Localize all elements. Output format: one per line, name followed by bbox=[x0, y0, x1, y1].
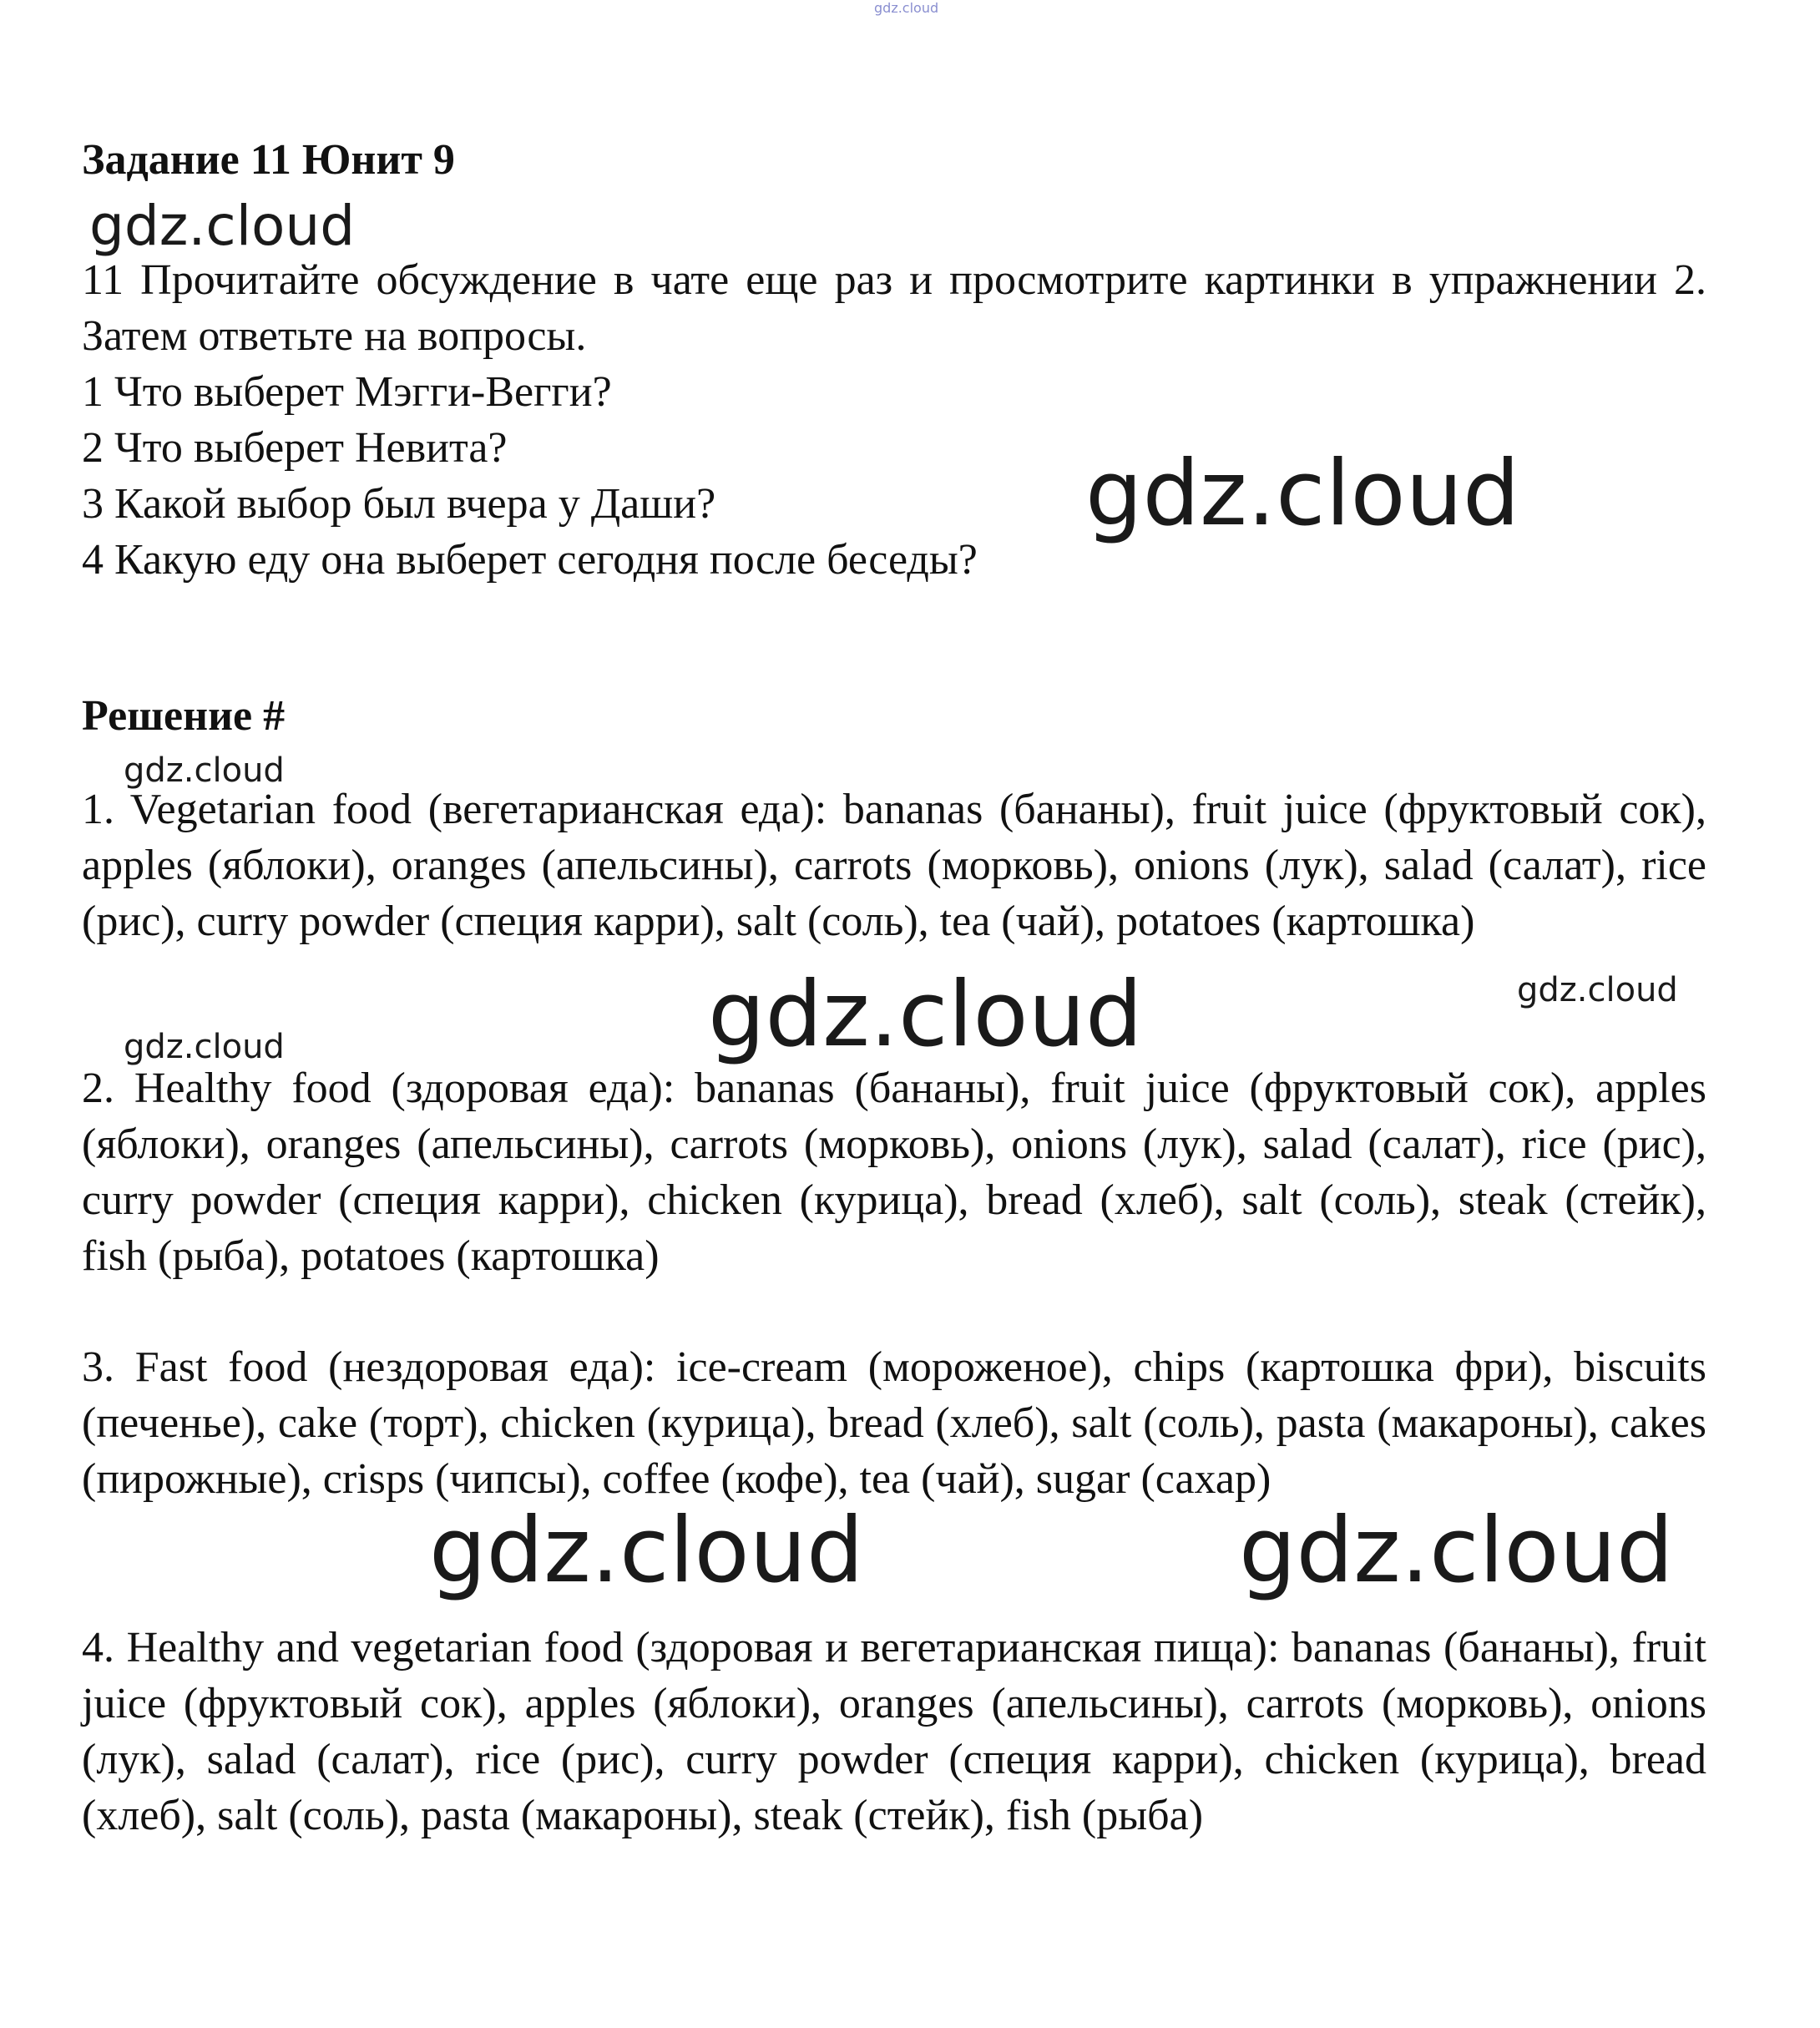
watermark: gdz.cloud bbox=[708, 963, 1143, 1067]
page-title: Задание 11 Юнит 9 bbox=[82, 136, 455, 184]
question-2: 2 Что выберет Невита? bbox=[82, 424, 508, 472]
solution-heading: Решение # bbox=[82, 692, 286, 740]
watermark: gdz.cloud bbox=[124, 1028, 285, 1066]
answer-4: 4. Healthy and vegetarian food (здоровая и вегетарианская пища): bananas (бананы), fruit juice (фруктовый сок), apples (яблоки), oranges (апельсины), carrots (морковь), onions (лук), salad (салат), rice (рис), curry powder (специя карри), chicken (курица), bread (хлеб), salt (соль), pasta (макароны), steak (стейк), fish (рыба) bbox=[82, 1624, 1706, 1839]
question-3: 3 Какой выбор был вчера у Даши? bbox=[82, 480, 716, 528]
watermark: gdz.cloud bbox=[1239, 1499, 1674, 1603]
question-4: 4 Какую еду она выберет сегодня после беседы? bbox=[82, 536, 978, 584]
watermark: gdz.cloud bbox=[89, 194, 356, 258]
task-intro: 11 Прочитайте обсуждение в чате еще раз и просмотрите картинки в упражнении 2. Затем ответьте на вопросы. bbox=[82, 256, 1706, 360]
answer-2: 2. Healthy food (здоровая еда): bananas (бананы), fruit juice (фруктовый сок), apples (яблоки), oranges (апельсины), carrots (морковь), onions (лук), salad (салат), rice (рис), curry powder (специя карри), chicken (курица), bread (хлеб), salt (соль), steak (стейк), fish (рыба), potatoes (картошка) bbox=[82, 1065, 1706, 1280]
task-questions bbox=[82, 364, 978, 588]
watermark: gdz.cloud bbox=[124, 751, 285, 790]
watermark: gdz.cloud bbox=[1517, 971, 1678, 1009]
watermark-top: gdz.cloud bbox=[874, 0, 939, 16]
answer-3: 3. Fast food (нездоровая еда): ice-cream (мороженое), chips (картошка фри), biscuits (печенье), cake (торт), chicken (курица), bread (хлеб), salt (соль), pasta (макароны), cakes (пирожные), crisps (чипсы), coffee (кофе), tea (чай), sugar (сахар) bbox=[82, 1343, 1706, 1503]
watermark: gdz.cloud bbox=[429, 1499, 864, 1603]
watermark: gdz.cloud bbox=[1085, 442, 1520, 546]
answer-1: 1. Vegetarian food (вегетарианская еда): bananas (бананы), fruit juice (фруктовый сок), apples (яблоки), oranges (апельсины), carrots (морковь), onions (лук), salad (салат), rice (рис), curry powder (специя карри), salt (соль), tea (чай), potatoes (картошка) bbox=[82, 786, 1706, 945]
question-1: 1 Что выберет Мэгги-Вегги? bbox=[82, 368, 612, 416]
